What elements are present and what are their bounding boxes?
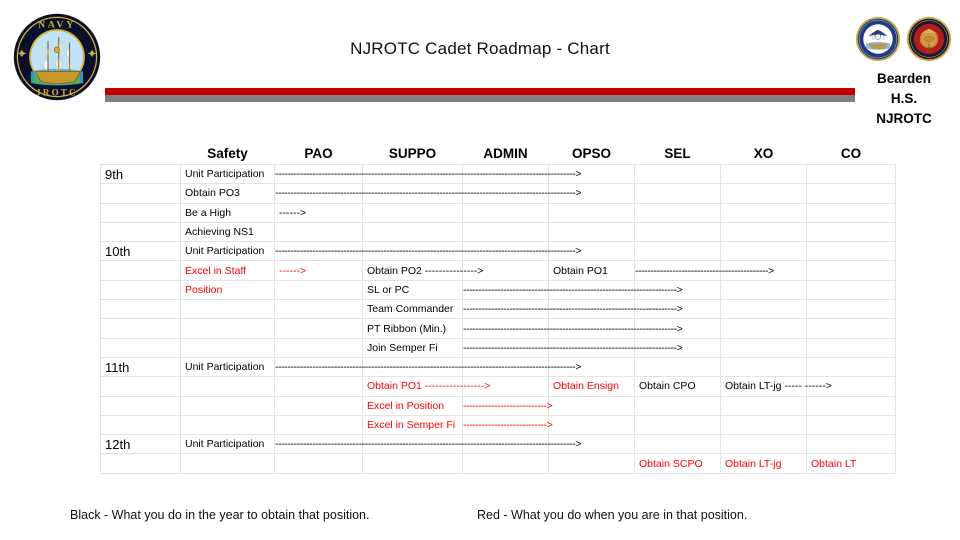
- cell-pao: [275, 396, 363, 415]
- cell-safety: [181, 165, 275, 184]
- cell-text: Join Semper Fi: [367, 341, 438, 354]
- cell-co: [807, 338, 896, 357]
- grade-cell-empty: [101, 222, 181, 241]
- cell-suppo: [363, 319, 463, 338]
- table-row: [101, 300, 896, 319]
- roadmap-header-row: [101, 142, 896, 165]
- cell-text: Unit Participation: [185, 361, 265, 374]
- grade-cell-empty: [101, 203, 181, 222]
- cell-suppo: [363, 396, 463, 415]
- cell-pao: [275, 454, 363, 473]
- cell-suppo: [363, 338, 463, 357]
- cell-text: PT Ribbon (Min.): [367, 322, 447, 335]
- cell-safety: [181, 222, 275, 241]
- cell-safety: [181, 377, 275, 396]
- cell-admin: [463, 184, 549, 203]
- cell-admin: [463, 300, 683, 319]
- cell-safety: [181, 338, 275, 357]
- cell-opso: [549, 454, 635, 473]
- cell-safety: [181, 435, 275, 454]
- cell-safety: [181, 184, 275, 203]
- progress-arrow: --------------------------------------------------------------------->: [463, 323, 683, 334]
- school-name-line-1: Bearden: [876, 71, 932, 86]
- cell-xo: [721, 203, 807, 222]
- cell-sel: [635, 454, 721, 473]
- cell-pao: [275, 280, 363, 299]
- cell-text: Achieving NS1: [185, 226, 254, 239]
- cell-pao: [275, 222, 363, 241]
- cell-suppo: [363, 357, 463, 376]
- cell-text: Excel in Semper Fi: [367, 419, 456, 431]
- cell-xo: [721, 319, 807, 338]
- column-header-co: CO: [807, 142, 896, 165]
- grade-cell-empty: [101, 338, 181, 357]
- cell-opso: [549, 357, 635, 376]
- cell-text: Excel in Position: [367, 399, 445, 412]
- progress-arrow: --------------------------->: [463, 420, 553, 430]
- cell-sel: [635, 222, 721, 241]
- cell-text: Obtain PO2 --------------->: [367, 264, 484, 277]
- column-header-suppo: SUPPO: [363, 142, 463, 165]
- cell-text: Obtain PO1 ----------------->: [367, 380, 491, 393]
- cell-text: Unit Participation: [185, 438, 265, 451]
- cell-admin: [463, 415, 553, 434]
- cell-text: Obtain PO3: [185, 187, 240, 200]
- cell-text: Team Commander: [367, 303, 454, 316]
- column-header-xo: XO: [721, 142, 807, 165]
- roadmap-table-body: [101, 165, 896, 474]
- cell-suppo: [363, 377, 491, 396]
- cell-safety: [181, 300, 275, 319]
- table-row: [101, 338, 896, 357]
- cell-opso: [549, 280, 635, 299]
- grade-cell-empty: [101, 454, 181, 473]
- cell-sel: [635, 242, 721, 261]
- table-row: [101, 184, 896, 203]
- cell-xo: [721, 261, 807, 280]
- cell-safety: [181, 415, 275, 434]
- grade-label: 9th: [101, 165, 181, 184]
- progress-arrow: --------------------------------------------------------------------->: [463, 342, 683, 353]
- school-name-line-3: NJROTC: [876, 111, 932, 126]
- grade-cell-empty: [101, 261, 181, 280]
- cell-co: [807, 396, 896, 415]
- grade-cell-empty: [101, 396, 181, 415]
- table-row: [101, 454, 896, 473]
- cell-opso: [549, 377, 635, 396]
- cell-xo: [721, 165, 807, 184]
- cell-co: [807, 357, 896, 376]
- cell-opso: [549, 165, 635, 184]
- cell-safety: [181, 319, 275, 338]
- cell-xo: [721, 435, 807, 454]
- cell-xo: [721, 338, 807, 357]
- cell-suppo: [363, 222, 463, 241]
- page-title: NJROTC Cadet Roadmap - Chart: [350, 39, 610, 58]
- grade-cell-empty: [101, 300, 181, 319]
- table-row: [101, 357, 896, 376]
- cell-admin: [463, 165, 549, 184]
- table-row: [101, 261, 896, 280]
- cell-pao: [275, 377, 363, 396]
- grade-label: 12th: [101, 435, 181, 454]
- cell-opso: [549, 184, 635, 203]
- cell-safety: [181, 280, 275, 299]
- school-name: [848, 69, 960, 129]
- cell-text: Obtain LT-jg: [725, 457, 782, 470]
- cell-sel: [635, 377, 721, 396]
- table-row: [101, 222, 896, 241]
- progress-arrow: ------------------------------------------->: [635, 265, 774, 276]
- table-row: [101, 280, 896, 299]
- cell-safety: [181, 242, 275, 261]
- cell-suppo: [363, 165, 463, 184]
- cell-safety: [181, 454, 275, 473]
- table-row: [101, 242, 896, 261]
- cell-admin: [463, 280, 683, 299]
- cell-text: Unit Participation: [185, 168, 265, 181]
- cell-suppo: [363, 280, 463, 299]
- cell-admin: [463, 338, 683, 357]
- cell-text: Obtain SCPO: [639, 457, 703, 470]
- cell-pao: [275, 319, 363, 338]
- cell-pao: [275, 415, 363, 434]
- table-row: [101, 203, 896, 222]
- divider-bar-red: [105, 88, 855, 95]
- table-row: [101, 396, 896, 415]
- progress-arrow: ------------------------------------------------------------------------------------------------->: [275, 188, 582, 199]
- cell-pao: [275, 203, 363, 222]
- cell-xo: [721, 184, 807, 203]
- cell-co: [807, 222, 896, 241]
- cell-pao: [275, 435, 582, 454]
- cell-pao: [275, 300, 363, 319]
- cell-pao: [275, 242, 582, 261]
- column-header-admin: ADMIN: [463, 142, 549, 165]
- table-row: [101, 165, 896, 184]
- table-row: [101, 435, 896, 454]
- cell-safety: [181, 203, 275, 222]
- cell-opso: [549, 203, 635, 222]
- cell-suppo: [363, 242, 463, 261]
- column-header-opso: OPSO: [549, 142, 635, 165]
- cell-text: Excel in Staff: [185, 264, 247, 277]
- cell-admin: [463, 377, 549, 396]
- cell-text: SL or PC: [367, 283, 410, 296]
- cell-admin: [463, 261, 549, 280]
- progress-arrow: --------------------------------------------------------------------->: [463, 304, 683, 315]
- cell-sel: [635, 261, 774, 280]
- cell-opso: [549, 222, 635, 241]
- cell-sel: [635, 435, 721, 454]
- cell-xo: [721, 280, 807, 299]
- cell-sel: [635, 300, 721, 319]
- cell-opso: [549, 261, 635, 280]
- cell-opso: [549, 338, 635, 357]
- legend-black: Black - What you do in the year to obtain that position.: [70, 508, 370, 522]
- cell-xo: [721, 242, 807, 261]
- cell-xo: [721, 377, 832, 396]
- cell-opso: [549, 396, 635, 415]
- cell-text: Obtain LT: [811, 457, 857, 470]
- cell-safety: [181, 261, 275, 280]
- cell-co: [807, 415, 896, 434]
- column-header-grade: [101, 142, 181, 165]
- cell-opso: [549, 242, 635, 261]
- grade-label: 11th: [101, 357, 181, 376]
- cell-suppo: [363, 435, 463, 454]
- cell-xo: [721, 300, 807, 319]
- cell-xo: [721, 222, 807, 241]
- cell-admin: [463, 454, 549, 473]
- cell-opso: [549, 319, 635, 338]
- cell-text: Obtain CPO: [639, 380, 696, 393]
- cell-pao: [275, 357, 582, 376]
- table-row: [101, 415, 896, 434]
- cell-admin: [463, 435, 549, 454]
- cell-safety: [181, 357, 275, 376]
- cell-suppo: [363, 300, 463, 319]
- cell-suppo: [363, 415, 463, 434]
- cell-admin: [463, 242, 549, 261]
- cell-co: [807, 184, 896, 203]
- progress-arrow: ------------------------------------------------------------------------------------------------->: [275, 362, 582, 373]
- cell-co: [807, 435, 896, 454]
- grade-label: 10th: [101, 242, 181, 261]
- cell-suppo: [363, 261, 484, 280]
- cell-admin: [463, 222, 549, 241]
- cell-sel: [635, 280, 721, 299]
- cell-sel: [635, 338, 721, 357]
- column-header-safety: Safety: [181, 142, 275, 165]
- navy-jrotc-seal-top-text: NAVY: [37, 19, 77, 31]
- cell-admin: [463, 357, 549, 376]
- progress-arrow: --------------------------------------------------------------------->: [463, 284, 683, 295]
- cell-co: [807, 377, 896, 396]
- progress-arrow: ------------------------------------------------------------------------------------------------->: [275, 169, 582, 180]
- cell-admin: [463, 319, 683, 338]
- cell-suppo: [363, 454, 463, 473]
- cell-pao: [275, 165, 582, 184]
- cell-admin: [463, 203, 549, 222]
- cell-xo: [721, 357, 807, 376]
- cell-co: [807, 203, 896, 222]
- cell-admin: [463, 396, 553, 415]
- progress-arrow: --------------------------->: [463, 400, 553, 411]
- cell-sel: [635, 165, 721, 184]
- cell-co: [807, 280, 896, 299]
- cell-text: Be a High: [185, 206, 232, 219]
- cell-sel: [635, 396, 721, 415]
- cell-co: [807, 319, 896, 338]
- grade-cell-empty: [101, 377, 181, 396]
- cell-sel: [635, 319, 721, 338]
- cell-sel: [635, 184, 721, 203]
- table-row: [101, 319, 896, 338]
- cell-co: [807, 165, 896, 184]
- cell-suppo: [363, 203, 463, 222]
- legend-red: Red - What you do when you are in that position.: [477, 508, 748, 522]
- cell-suppo: [363, 184, 463, 203]
- cell-co: [807, 242, 896, 261]
- cell-text: Obtain LT-jg ----- ------>: [725, 380, 832, 393]
- cell-opso: [549, 435, 635, 454]
- progress-arrow: ------------------------------------------------------------------------------------------------->: [275, 246, 582, 257]
- cell-pao: [275, 261, 363, 280]
- cell-xo: [721, 415, 807, 434]
- column-header-sel: SEL: [635, 142, 721, 165]
- cell-sel: [635, 357, 721, 376]
- cell-xo: [721, 454, 807, 473]
- roadmap-table: [100, 142, 896, 474]
- cell-pao: [275, 338, 363, 357]
- divider-bar: [105, 88, 855, 102]
- progress-arrow: ------------------------------------------------------------------------------------------------->: [275, 439, 582, 450]
- cell-pao: [275, 184, 582, 203]
- cell-text: Obtain Ensign: [553, 380, 619, 393]
- cell-safety: [181, 396, 275, 415]
- grade-cell-empty: [101, 184, 181, 203]
- divider-bar-gray: [105, 95, 855, 102]
- grade-cell-empty: [101, 415, 181, 434]
- cell-sel: [635, 203, 721, 222]
- table-row: [101, 377, 896, 396]
- school-name-line-2: H.S.: [890, 91, 918, 106]
- cell-opso: [549, 415, 635, 434]
- cell-co: [807, 454, 896, 473]
- grade-cell-empty: [101, 280, 181, 299]
- cell-text: Obtain PO1: [553, 264, 608, 277]
- cell-sel: [635, 415, 721, 434]
- cell-co: [807, 261, 896, 280]
- grade-cell-empty: [101, 319, 181, 338]
- cell-opso: [549, 300, 635, 319]
- cell-co: [807, 300, 896, 319]
- column-header-pao: PAO: [275, 142, 363, 165]
- roadmap-table-head: [101, 142, 896, 165]
- cell-text: Position: [185, 283, 223, 296]
- navy-jrotc-seal-bottom-text: JROTC: [36, 87, 78, 98]
- cell-text: ------>: [279, 264, 307, 277]
- cell-text: Unit Participation: [185, 245, 265, 258]
- cell-text: ------>: [279, 206, 307, 219]
- cell-xo: [721, 396, 807, 415]
